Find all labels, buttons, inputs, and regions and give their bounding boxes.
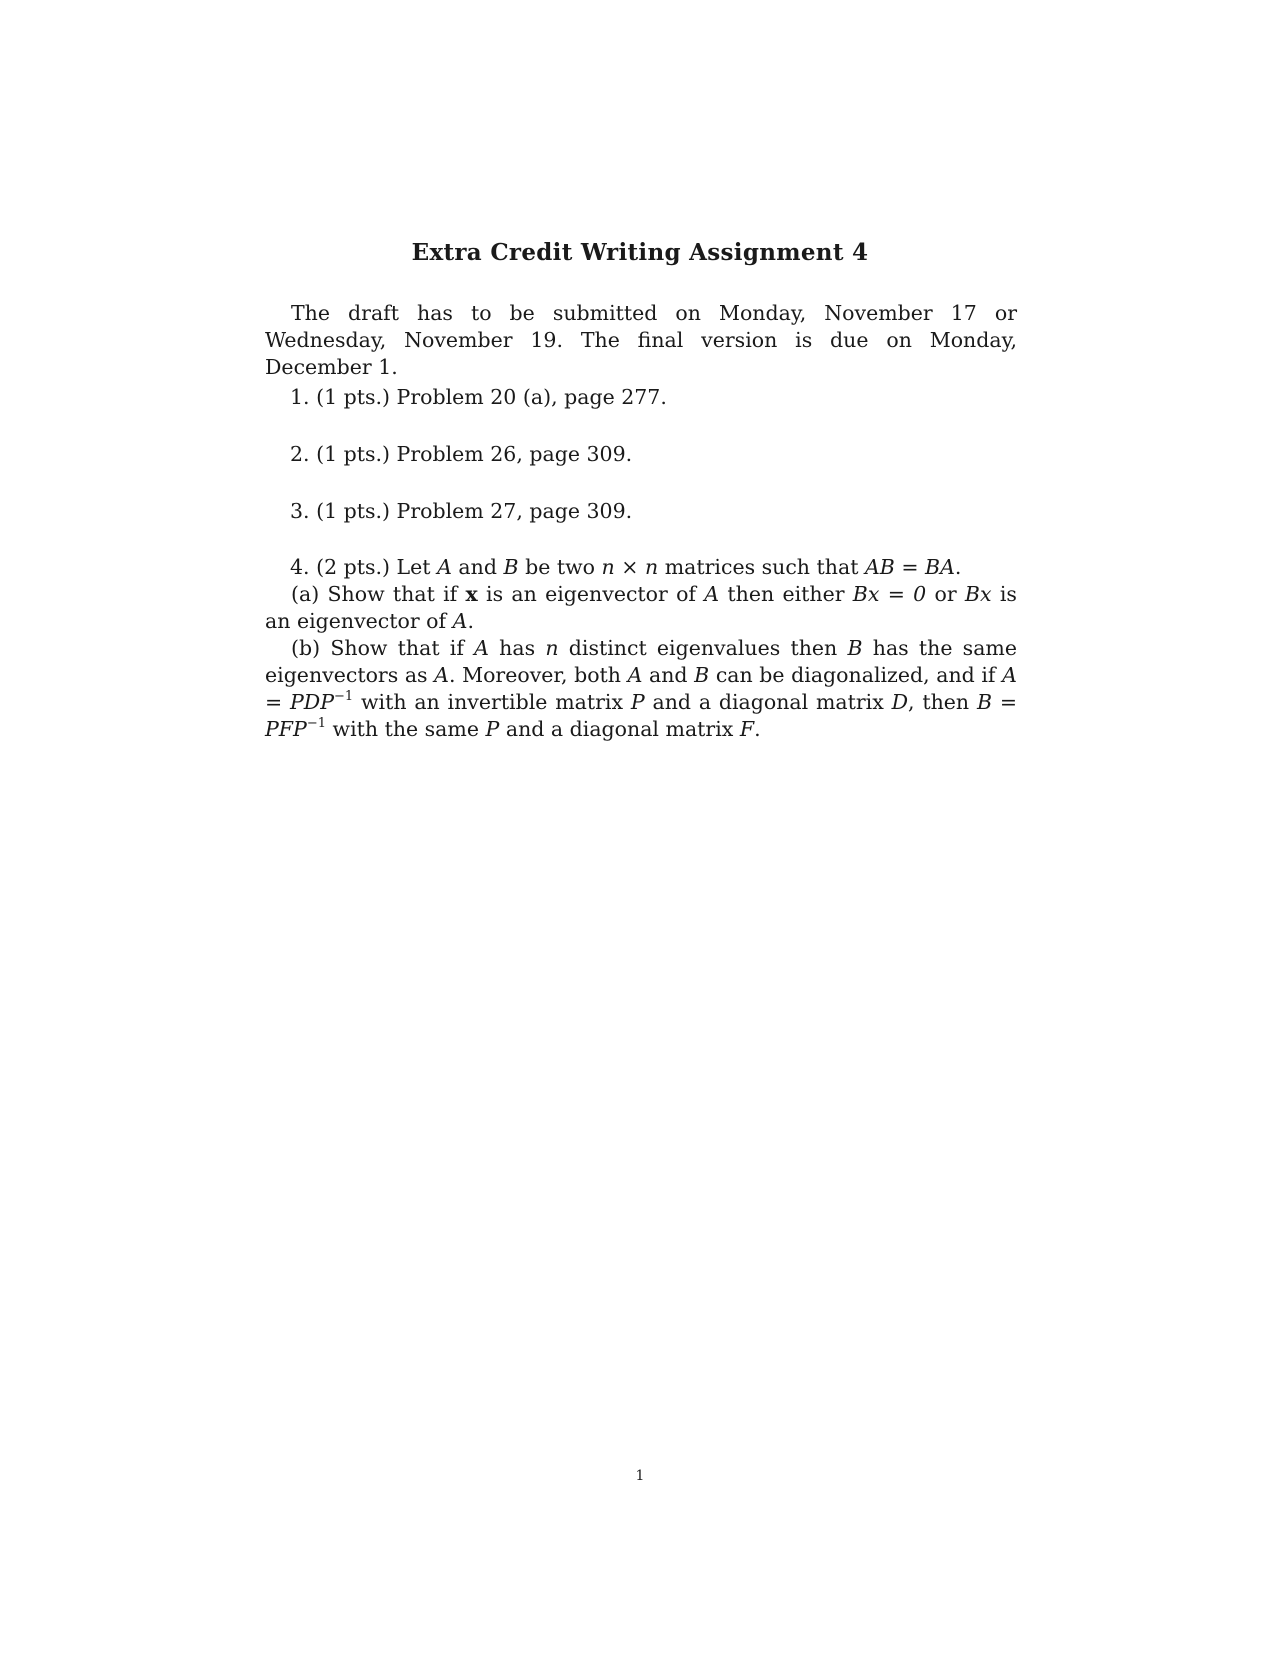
math-p: P (485, 717, 500, 741)
pa-2: is an eigenvector of (486, 582, 697, 606)
math-p: P (630, 690, 645, 714)
problem-item-4: 4. (2 pts.) Let A and B be two n × n matrices such that AB = BA. (290, 555, 962, 579)
math-a: A (704, 582, 720, 606)
pb-8: and a diagonal matrix (652, 690, 884, 714)
pb-1: (b) Show that if (291, 636, 464, 660)
math-d: D (891, 690, 909, 714)
pb-11: and a diagonal matrix (505, 717, 734, 741)
math-b: B (503, 555, 519, 579)
pa-1: (a) Show that if (291, 582, 458, 606)
math-a-eq-pdp: A = PDP (265, 663, 1017, 714)
math-a: A (627, 663, 643, 687)
pb-6: can be diagonalized, and if (715, 663, 996, 687)
pb-9: , then (908, 690, 970, 714)
math-sup-inverse: −1 (306, 716, 326, 731)
problem-item-2: 2. (1 pts.) Problem 26, page 309. (290, 442, 633, 466)
document-title: Extra Credit Writing Assignment 4 (411, 239, 869, 266)
pb-5: . Moreover, both (448, 663, 621, 687)
math-bx: Bx (964, 582, 992, 606)
problem-4-part-a: (a) Show that if x is an eigenvector of A then either Bx = 0 or Bx is an eigenvector of A. (265, 582, 1017, 633)
pb-10: with the same (332, 717, 479, 741)
p4-matrices: matrices such that (664, 555, 859, 579)
math-sup-inverse: −1 (334, 689, 354, 704)
pa-or: or (934, 582, 957, 606)
math-a: A (452, 609, 468, 633)
math-a: A (434, 663, 449, 687)
math-ab-eq-ba: AB = BA (864, 555, 955, 579)
math-x-bold: x (465, 582, 478, 606)
pb-and: and (648, 663, 688, 687)
math-n: n (545, 636, 559, 660)
problem-item-1: 1. (1 pts.) Problem 20 (a), page 277. (290, 385, 667, 409)
math-b-eq-pfp: B = PFP (265, 690, 1017, 741)
math-a: A (437, 555, 452, 579)
math-b: B (694, 663, 710, 687)
pb-2: has (499, 636, 536, 660)
math-nxn: n × n (601, 555, 659, 579)
pb-4: has the same eigenvectors as (265, 636, 1017, 687)
problem-item-3: 3. (1 pts.) Problem 27, page 309. (290, 499, 633, 523)
p4-be-two: be two (525, 555, 596, 579)
math-b: B (847, 636, 863, 660)
pb-7: with an invertible matrix (360, 690, 624, 714)
page-number: 1 (635, 1468, 645, 1484)
math-bx-eq-0: Bx = 0 (852, 582, 927, 606)
pa-4: is an eigenvector of (265, 582, 1017, 633)
math-f: F (739, 717, 755, 741)
intro-paragraph: The draft has to be submitted on Monday, November 17 or Wednesday, November 19. The final version is due on Monday, December 1. (265, 301, 1017, 379)
problem-4-part-b: (b) Show that if A has n distinct eigenvalues then B has the same eigenvectors as A. Moreover, both A and B can be diagonalized, and if $A = PDP^{-1}$ with an invertible matrix P and a diagonal matrix D, then $B = PFP^{-1}$ with the same P and a diagonal matrix F. (265, 636, 1017, 741)
p4-and: and (458, 555, 497, 579)
pa-3: then either (727, 582, 845, 606)
math-a: A (474, 636, 489, 660)
pb-3: distinct eigenvalues then (568, 636, 838, 660)
p4-lead: 4. (2 pts.) Let (290, 555, 431, 579)
